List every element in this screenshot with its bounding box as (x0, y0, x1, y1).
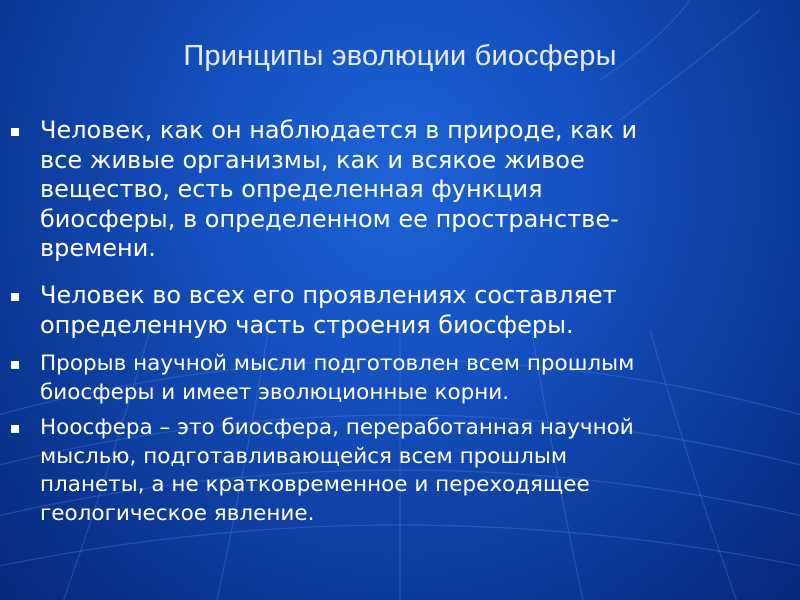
bullet-marker-icon (11, 293, 19, 301)
slide-title: Принципы эволюции биосферы (183, 40, 617, 72)
bullet-marker-icon (11, 128, 19, 136)
bullet-text: Ноосфера – это биосфера, переработанная научной мыслью, подготавливающейся всем прошлым планеты, а не кратковременное и переходящее геологическое явление. (40, 415, 634, 526)
bullet-item (40, 350, 780, 407)
bullet-item (40, 116, 780, 264)
bullet-text: Человек во всех его проявлениях составляет определенную часть строения биосферы. (40, 281, 617, 339)
bullet-text: Прорыв научной мысли подготовлен всем прошлым биосферы и имеет эволюционные корни. (40, 351, 635, 405)
bullet-item (40, 414, 780, 528)
bullet-item (40, 281, 780, 340)
bullet-text: Человек, как он наблюдается в природе, как и все живые организмы, как и всякое живое вещество, есть определенная функция биосферы, в определенном ее пространстве- времени. (40, 116, 638, 262)
bullet-marker-icon (11, 361, 19, 369)
bullet-marker-icon (11, 425, 19, 433)
